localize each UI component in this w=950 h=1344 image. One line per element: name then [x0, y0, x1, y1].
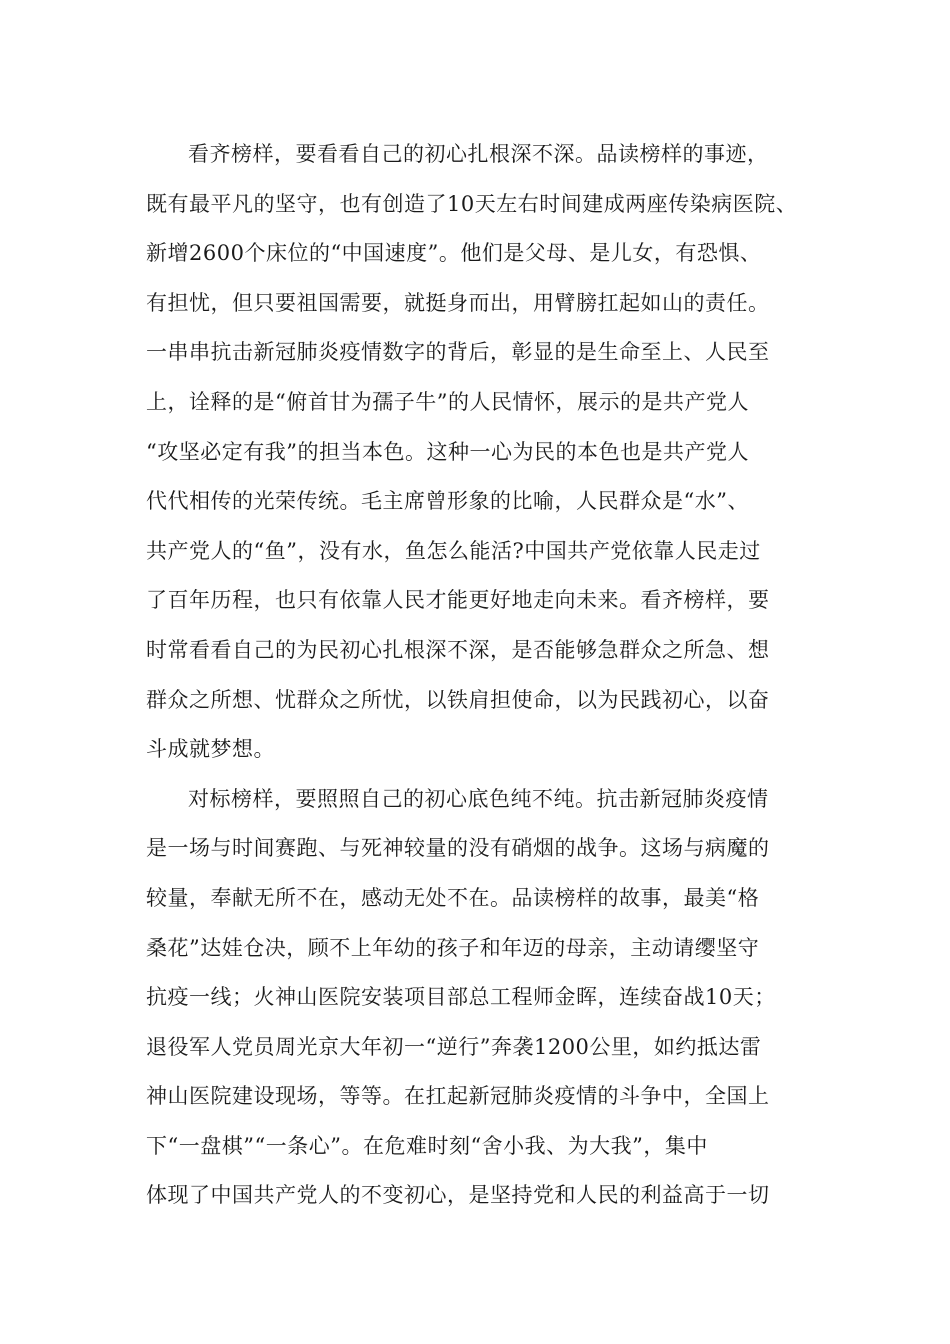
text-line: 代代相传的光荣传统。毛主席曾形象的比喻，人民群众是“水”、 — [146, 489, 749, 514]
text-line: 新增2600个床位的“中国速度”。他们是父母、是儿女，有恐惧、 — [146, 241, 762, 266]
text-line: 一串串抗击新冠肺炎疫情数字的背后，彰显的是生命至上、人民至 — [146, 340, 770, 365]
text-line: 退役军人党员周光京大年初一“逆行”奔袭1200公里，如约抵达雷 — [146, 1034, 762, 1059]
text-line: 看齐榜样，要看看自己的初心扎根深不深。品读榜样的事迹， — [188, 142, 769, 166]
text-line: 共产党人的“鱼”，没有水，鱼怎么能活?中国共产党依靠人民走过 — [146, 538, 761, 563]
text-line: 群众之所想、忧群众之所忧，以铁肩担使命，以为民践初心，以奋 — [146, 687, 770, 712]
body-text — [146, 130, 806, 1221]
text-line: “攻坚必定有我”的担当本色。这种一心为民的本色也是共产党人 — [146, 439, 749, 464]
text-line: 下“一盘棋”“一条心”。在危难时刻“舍小我、为大我”，集中 — [146, 1133, 708, 1158]
text-line: 既有最平凡的坚守，也有创造了10天左右时间建成两座传染病医院、 — [146, 191, 798, 216]
text-line: 是一场与时间赛跑、与死神较量的没有硝烟的战争。这场与病魔的 — [146, 836, 770, 861]
text-line: 神山医院建设现场，等等。在扛起新冠肺炎疫情的斗争中，全国上 — [146, 1084, 770, 1109]
text-line: 桑花”达娃仓决，顾不上年幼的孩子和年迈的母亲，主动请缨坚守 — [146, 935, 760, 960]
text-line: 较量，奉献无所不在，感动无处不在。品读榜样的故事，最美“格 — [146, 885, 760, 910]
text-line: 时常看看自己的为民初心扎根深不深，是否能够急群众之所急、想 — [146, 637, 770, 662]
text-line: 体现了中国共产党人的不变初心，是坚持党和人民的利益高于一切 — [146, 1183, 770, 1208]
text-line: 对标榜样，要照照自己的初心底色纯不纯。抗击新冠肺炎疫情 — [188, 786, 769, 811]
text-line: 斗成就梦想。 — [146, 737, 275, 762]
text-line: 有担忧，但只要祖国需要，就挺身而出，用臂膀扛起如山的责任。 — [146, 290, 770, 315]
text-line: 抗疫一线；火神山医院安装项目部总工程师金晖，连续奋战10天； — [146, 985, 776, 1010]
text-line: 上，诠释的是“俯首甘为孺子牛”的人民情怀，展示的是共产党人 — [146, 389, 749, 414]
text-line: 了百年历程，也只有依靠人民才能更好地走向未来。看齐榜样，要 — [146, 588, 770, 613]
